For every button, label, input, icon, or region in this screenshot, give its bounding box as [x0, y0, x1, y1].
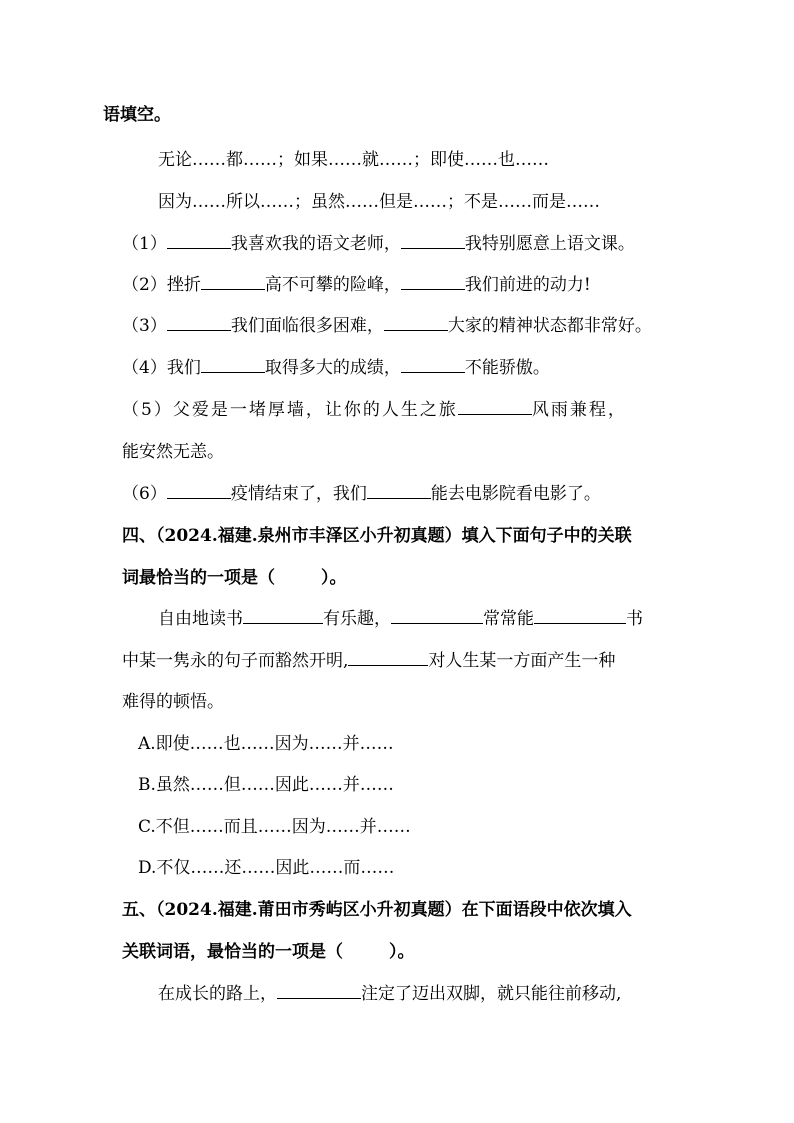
- answer-blank[interactable]: [391, 607, 483, 624]
- answer-blank[interactable]: [201, 356, 265, 373]
- item-number: （5）: [122, 400, 173, 420]
- heading-text: ）。: [389, 942, 415, 962]
- item-text: 疫情结束了，我们: [230, 484, 367, 504]
- heading-text: 词最恰当的一项是（: [122, 568, 275, 588]
- item-text: 取得多大的成绩，: [264, 358, 401, 378]
- answer-blank[interactable]: [534, 607, 626, 624]
- q3-item-3: [122, 314, 652, 338]
- item-text: 高不可攀的险峰，: [264, 275, 401, 295]
- passage-text: 有乐趣，: [323, 609, 391, 629]
- passage-text: 对人生某一方面产生一种: [428, 651, 616, 671]
- passage-text: 注定了迈出双脚，就只能往前移动,: [361, 984, 622, 1004]
- item-text: 我们前进的动力!: [464, 275, 591, 295]
- item-number: （1）: [122, 234, 167, 254]
- q4-option-a[interactable]: A.即使……也……因为……并……: [138, 734, 394, 754]
- answer-blank[interactable]: [384, 314, 448, 331]
- answer-blank[interactable]: [401, 273, 465, 290]
- answer-blank[interactable]: [167, 314, 231, 331]
- item-text: 我们: [166, 358, 201, 378]
- q3-item-2: [122, 273, 591, 297]
- q4-passage-line-1: [158, 607, 643, 631]
- item-text: 大家的精神状态都非常好。: [447, 316, 652, 336]
- item-number: （2）: [122, 275, 167, 295]
- q4-heading-line-2: [122, 566, 347, 590]
- q4-option-c[interactable]: C.不但……而且……因为……并……: [138, 817, 411, 837]
- q4-option-b[interactable]: B.虽然……但……因此……并……: [138, 775, 394, 795]
- item-text: 我喜欢我的语文老师，: [230, 234, 401, 254]
- item-text: 我特别愿意上语文课。: [464, 234, 635, 254]
- item-text: 能去电影院看电影了。: [430, 484, 601, 504]
- q4-option-d[interactable]: D.不仅……还……因此……而……: [138, 858, 395, 878]
- item-text: 风雨兼程，: [531, 400, 627, 420]
- item-text: 挫折: [166, 275, 201, 295]
- q3-item-4: [122, 356, 550, 380]
- q3-item-5: [122, 398, 627, 422]
- answer-blank[interactable]: [348, 649, 428, 666]
- passage-text: 自由地读书: [158, 609, 243, 629]
- q4-passage-line-2: [122, 649, 615, 673]
- word-bank-line-1: 无论……都……；如果……就……；即使……也……: [158, 150, 549, 170]
- answer-blank[interactable]: [167, 482, 231, 499]
- intro-tail: 语填空。: [103, 105, 171, 125]
- heading-text: ）。: [321, 568, 347, 588]
- answer-blank[interactable]: [201, 273, 265, 290]
- q5-passage-line-1: [158, 982, 621, 1006]
- answer-blank[interactable]: [243, 607, 323, 624]
- item-text: 父爱是一堵厚墙，让你的人生之旅: [172, 400, 458, 420]
- passage-text: 在成长的路上，: [158, 984, 277, 1004]
- answer-blank[interactable]: [401, 232, 465, 249]
- q5-heading-line-1: 五、（2024.福建.莆田市秀屿区小升初真题）在下面语段中依次填入: [122, 900, 632, 920]
- passage-text: 中某一隽永的句子而豁然开明,: [122, 651, 349, 671]
- heading-text: 关联词语，最恰当的一项是（: [122, 942, 343, 962]
- answer-blank[interactable]: [367, 482, 431, 499]
- q3-item-5-continuation: 能安然无恙。: [122, 442, 224, 462]
- answer-blank[interactable]: [401, 356, 465, 373]
- item-number: （3）: [122, 316, 167, 336]
- passage-text: 书: [626, 609, 643, 629]
- item-text: 不能骄傲。: [464, 358, 550, 378]
- item-number: （6）: [122, 484, 167, 504]
- passage-text: 常常能: [483, 609, 534, 629]
- q5-heading-line-2: [122, 940, 415, 964]
- answer-blank[interactable]: [277, 982, 361, 999]
- q4-heading-line-1: 四、（2024.福建.泉州市丰泽区小升初真题）填入下面句子中的关联: [122, 526, 632, 546]
- q3-item-6: [122, 482, 601, 506]
- word-bank-line-2: 因为……所以……；虽然……但是……；不是……而是……: [158, 192, 600, 212]
- item-number: （4）: [122, 358, 167, 378]
- answer-blank[interactable]: [458, 398, 532, 415]
- item-text: 我们面临很多困难，: [230, 316, 384, 336]
- q3-item-1: [122, 232, 635, 256]
- answer-blank[interactable]: [167, 232, 231, 249]
- q4-passage-line-3: 难得的顿悟。: [122, 692, 224, 712]
